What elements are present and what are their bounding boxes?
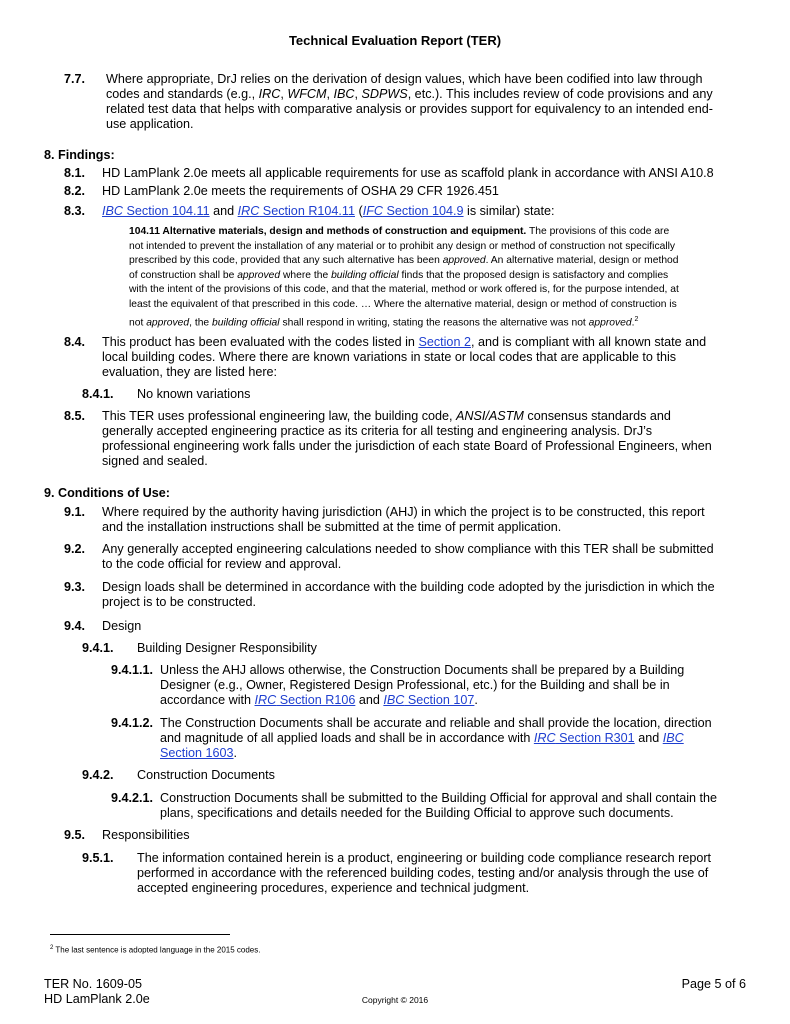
link-ibc-107[interactable]: IBC Section 107 bbox=[383, 693, 475, 707]
item-9-5-1-number: 9.5.1. bbox=[82, 851, 114, 865]
item-8-3-number: 8.3. bbox=[64, 204, 86, 218]
item-8-1-number: 8.1. bbox=[64, 166, 86, 180]
link-irc-r104-11[interactable]: IRC Section R104.11 bbox=[237, 204, 355, 218]
link-ifc-104-9[interactable]: IFC Section 104.9 bbox=[362, 204, 464, 218]
item-8-5-text: This TER uses professional engineering law, the building code, ANSI/ASTM consensus standards and generally accepted engineering practice as its criteria for all testing and engineering analysis. DrJ’s professional engineering work falls under the jurisdiction of each state Board of Professional Engineers, when signed and sealed. bbox=[102, 409, 712, 468]
link-section-2[interactable]: Section 2 bbox=[418, 335, 471, 349]
footer-page-number: Page 5 of 6 bbox=[681, 977, 746, 991]
item-9-3-text: Design loads shall be determined in accordance with the building code adopted by the jurisdiction in which the project is to be constructed. bbox=[102, 580, 715, 609]
item-8-3-text: IBC Section 104.11 and IRC Section R104.11 (IFC Section 104.9 is similar) state: bbox=[102, 204, 555, 218]
section-9-heading: 9. Conditions of Use: bbox=[44, 486, 170, 500]
section-8-heading: 8. Findings: bbox=[44, 148, 115, 162]
footer-ter-number: TER No. 1609-05 bbox=[44, 977, 143, 991]
item-9-4-1-1-text: Unless the AHJ allows otherwise, the Construction Documents shall be prepared by a Building Designer (e.g., Owner, Registered Design Professional, etc.) for the Building and shall be in accordance with IRC Section R106 and IBC Section 107. bbox=[160, 663, 685, 707]
item-8-4-text: This product has been evaluated with the codes listed in Section 2, and is compliant with all known state and local building codes. Where there are known variations in state or local codes that are applicable to this evaluation, they are listed here: bbox=[102, 335, 707, 379]
item-8-4-number: 8.4. bbox=[64, 335, 86, 349]
item-9-4-text: Design bbox=[102, 619, 142, 633]
footnote-ref[interactable]: 2 bbox=[634, 315, 639, 323]
item-9-4-2-number: 9.4.2. bbox=[82, 768, 114, 782]
item-9-5-number: 9.5. bbox=[64, 828, 86, 842]
footnote-divider bbox=[50, 934, 230, 935]
link-irc-r301[interactable]: IRC Section R301 bbox=[533, 731, 635, 745]
footnote: $^2$ The last sentence is adopted language in the 2015 codes. bbox=[50, 945, 261, 955]
item-9-5-text: Responsibilities bbox=[102, 828, 190, 842]
item-9-2-number: 9.2. bbox=[64, 542, 86, 556]
footer-product-name: HD LamPlank 2.0e bbox=[44, 992, 150, 1006]
item-9-1-number: 9.1. bbox=[64, 505, 86, 519]
link-ibc-104-11[interactable]: IBC Section 104.11 bbox=[102, 204, 210, 218]
item-8-2-number: 8.2. bbox=[64, 184, 86, 198]
item-9-4-1-text: Building Designer Responsibility bbox=[137, 641, 317, 655]
code-quote-block: 104.11 Alternative materials, design and methods of construction and equipment. The provisions of this code are not intended to prevent the installation of any material or to prohibit any design or method of construction not specifically prescribed by this code, provided that any such alternative has been approved. An alternative material, design or method of construction shall be approved where the building official finds that the proposed design is satisfactory and complies with the intent of the provisions of this code, and that the material, method or work offered is, for the purpose intended, at least the equivalent of that prescribed in this code. … Where the alternative material, design or method of construction is not approved, the building official shall respond in writing, stating the reasons the alternative was not approved.$^2$ bbox=[129, 226, 679, 328]
item-9-1-text: Where required by the authority having jurisdiction (AHJ) in which the project is to be constructed, this report and the installation instructions shall be submitted at the time of permit application. bbox=[102, 505, 705, 534]
item-9-4-2-1-text: Construction Documents shall be submitted to the Building Official for approval and shall contain the plans, specifications and details needed for the Building Official to approve such documents. bbox=[160, 791, 718, 820]
link-ibc-1603-cont[interactable]: Section 1603 bbox=[160, 746, 234, 760]
item-9-2-text: Any generally accepted engineering calculations needed to show compliance with this TER shall be submitted to the code official for review and approval. bbox=[102, 542, 714, 571]
item-9-3-number: 9.3. bbox=[64, 580, 86, 594]
item-9-4-1-2-text: The Construction Documents shall be accurate and reliable and shall provide the location, direction and magnitude of all applied loads and shall be in accordance with IRC Section R301 and IBC Section 1603. bbox=[160, 716, 712, 760]
item-8-5-number: 8.5. bbox=[64, 409, 86, 423]
item-9-4-1-2-number: 9.4.1.2. bbox=[111, 716, 154, 730]
item-9-4-1-number: 9.4.1. bbox=[82, 641, 114, 655]
item-9-4-1-1-number: 9.4.1.1. bbox=[111, 663, 154, 677]
page-title: Technical Evaluation Report (TER) bbox=[288, 33, 502, 48]
item-9-5-1-text: The information contained herein is a product, engineering or building code compliance research report performed in accordance with the referenced building codes, testing and/or analysis through the use of accepted engineering procedures, experience and technical judgment. bbox=[137, 851, 712, 895]
item-8-4-1-text: No known variations bbox=[137, 387, 251, 401]
item-9-4-2-text: Construction Documents bbox=[137, 768, 275, 782]
link-ibc-1603[interactable]: IBC bbox=[662, 731, 684, 745]
item-9-4-number: 9.4. bbox=[64, 619, 86, 633]
item-8-2-text: HD LamPlank 2.0e meets the requirements of OSHA 29 CFR 1926.451 bbox=[102, 184, 499, 198]
item-8-4-1-number: 8.4.1. bbox=[82, 387, 114, 401]
section-7-7-number: 7.7. bbox=[64, 72, 86, 86]
link-irc-r106[interactable]: IRC Section R106 bbox=[254, 693, 356, 707]
section-7-7-text: Where appropriate, DrJ relies on the derivation of design values, which have been codified into law through codes and standards (e.g., IRC, WFCM, IBC, SDPWS, etc.). This includes review of code provisions and any related test data that helps with comparative analysis or provides support for equivalency to an intended end- use application. bbox=[106, 72, 713, 131]
item-9-4-2-1-number: 9.4.2.1. bbox=[111, 791, 154, 805]
item-8-1-text: HD LamPlank 2.0e meets all applicable requirements for use as scaffold plank in accordance with ANSI A10.8 bbox=[102, 166, 714, 180]
footer-copyright: Copyright © 2016 bbox=[361, 995, 429, 1005]
